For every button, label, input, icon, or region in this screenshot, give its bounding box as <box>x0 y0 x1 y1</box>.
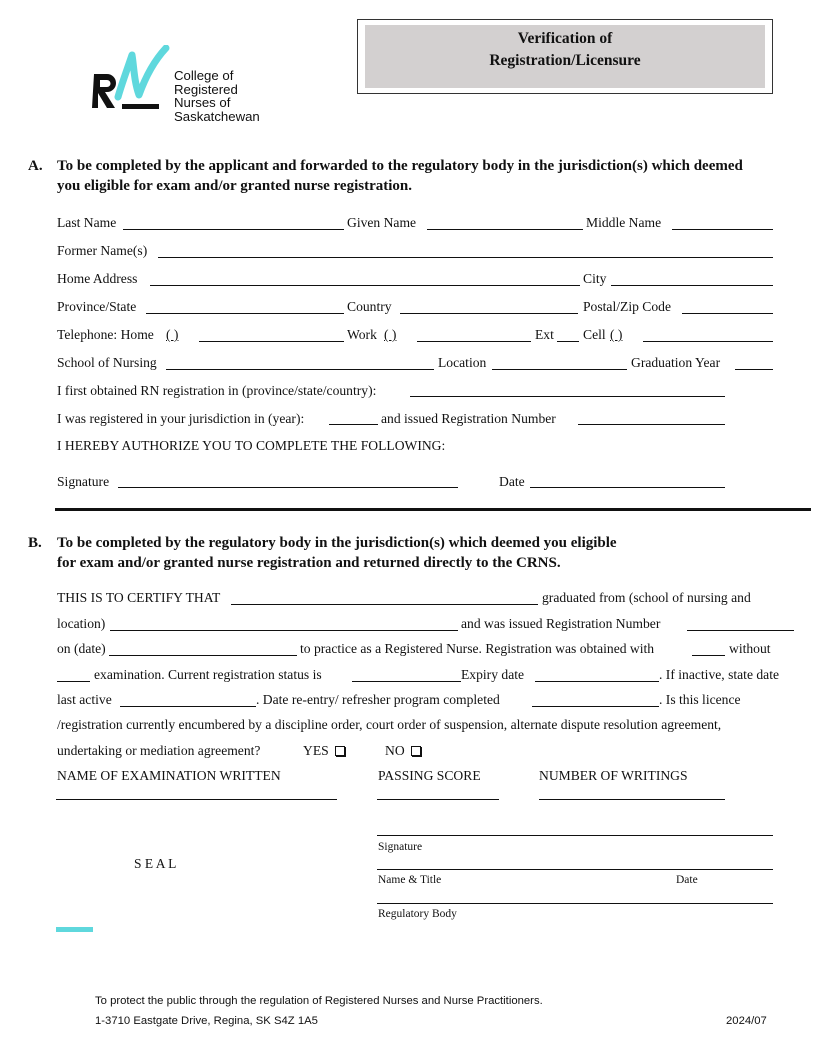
home-address-field[interactable] <box>150 285 580 286</box>
last-active-label: last active <box>57 692 112 707</box>
heading-line: To be completed by the regulatory body in the jurisdiction(s) which deemed you eligible <box>57 535 617 551</box>
authorize-statement: I HEREBY AUTHORIZE YOU TO COMPLETE THE FOLLOWING: <box>57 438 446 453</box>
without-exam-field[interactable] <box>57 681 90 682</box>
location-label-b: location) <box>57 616 106 631</box>
heading-line: To be completed by the applicant and forwarded to the regulatory body in the jurisdiction(s) which deemed <box>57 158 743 174</box>
section-divider <box>55 508 811 511</box>
country-field[interactable] <box>400 313 578 314</box>
registered-year-field[interactable] <box>329 424 378 425</box>
regulatory-body-label: Regulatory Body <box>378 908 457 920</box>
work-label: Work <box>347 327 377 342</box>
form-title <box>365 25 765 88</box>
postal-field[interactable] <box>682 313 773 314</box>
cell-phone-field[interactable] <box>643 341 773 342</box>
regulatory-body-field[interactable] <box>377 903 773 904</box>
name-title-label: Name & Title <box>378 874 442 886</box>
cell-area-code[interactable]: ( ) <box>610 327 623 342</box>
last-name-field[interactable] <box>123 229 344 230</box>
home-area-code[interactable]: ( ) <box>166 327 179 342</box>
reentry-label: . Date re-entry/ refresher program completed <box>256 692 500 707</box>
no-label: NO <box>385 743 405 758</box>
logo-line: College of <box>174 68 234 83</box>
applicant-date-label: Date <box>499 474 525 489</box>
expiry-date-field[interactable] <box>535 681 659 682</box>
accent-bar <box>56 927 93 932</box>
certify-label: THIS IS TO CERTIFY THAT <box>57 590 221 605</box>
reentry-date-field[interactable] <box>532 706 659 707</box>
last-name-label: Last Name <box>57 215 117 230</box>
undertaking-text: undertaking or mediation agreement? <box>57 743 261 758</box>
no-checkbox[interactable] <box>411 746 421 756</box>
graduated-from-label: graduated from (school of nursing and <box>542 590 751 605</box>
location-field[interactable] <box>492 369 627 370</box>
first-obtained-label: I first obtained RN registration in (province/state/country): <box>57 383 377 398</box>
registration-status-field[interactable] <box>352 681 461 682</box>
exam-name-field[interactable] <box>56 799 337 800</box>
number-of-writings-field[interactable] <box>539 799 725 800</box>
passing-score-header: PASSING SCORE <box>378 768 481 783</box>
on-date-label: on (date) <box>57 641 106 656</box>
no-option[interactable] <box>385 743 421 759</box>
heading-line: you eligible for exam and/or granted nurse registration. <box>57 178 412 194</box>
examination-label: examination. Current registration status is <box>94 667 322 682</box>
ext-field[interactable] <box>557 341 579 342</box>
telephone-home-field[interactable] <box>199 341 344 342</box>
to-practice-label: to practice as a Registered Nurse. Registration was obtained with <box>300 641 655 656</box>
with-exam-field[interactable] <box>692 655 725 656</box>
section-b-letter: B. <box>28 535 42 551</box>
applicant-signature-field[interactable] <box>118 487 458 488</box>
given-name-label: Given Name <box>347 215 417 230</box>
school-location-field[interactable] <box>110 630 458 631</box>
ext-label: Ext <box>535 327 554 342</box>
issued-reg-number-field[interactable] <box>687 630 794 631</box>
crns-logo <box>92 45 282 127</box>
city-field[interactable] <box>611 285 773 286</box>
logo-line: Saskatchewan <box>174 108 260 124</box>
logo-line: Registered <box>174 81 238 97</box>
school-label: School of Nursing <box>57 355 157 370</box>
footer-version: 2024/07 <box>726 1015 767 1027</box>
regulator-date-label: Date <box>676 874 698 886</box>
location-label: Location <box>438 355 487 370</box>
logo-text <box>174 69 260 123</box>
first-obtained-field[interactable] <box>410 396 725 397</box>
expiry-label: Expiry date <box>461 667 525 682</box>
former-names-label: Former Name(s) <box>57 243 148 258</box>
middle-name-field[interactable] <box>672 229 773 230</box>
registered-year-label: I was registered in your jurisdiction in (year): <box>57 411 305 426</box>
province-label: Province/State <box>57 299 137 314</box>
heading-line: for exam and/or granted nurse registration and returned directly to the CRNS. <box>57 555 561 571</box>
yes-label: YES <box>303 743 329 758</box>
work-area-code[interactable]: ( ) <box>384 327 397 342</box>
rn-logo-mark-icon <box>92 45 172 115</box>
title-line: Verification of <box>517 30 613 47</box>
city-label: City <box>583 271 607 286</box>
issued-reg-number-label: and issued Registration Number <box>381 411 556 426</box>
passing-score-field[interactable] <box>377 799 499 800</box>
province-field[interactable] <box>146 313 344 314</box>
footer-mission: To protect the public through the regulation of Registered Nurses and Nurse Practitioners. <box>95 995 543 1007</box>
title-line: Registration/Licensure <box>489 52 641 69</box>
applicant-signature-label: Signature <box>57 474 110 489</box>
name-title-field[interactable] <box>377 869 773 870</box>
work-phone-field[interactable] <box>417 341 531 342</box>
graduation-year-label: Graduation Year <box>631 355 721 370</box>
logo-line: Nurses of <box>174 95 231 110</box>
exam-name-header: NAME OF EXAMINATION WRITTEN <box>57 768 281 783</box>
certify-name-field[interactable] <box>231 604 538 605</box>
section-b-heading <box>57 533 617 573</box>
is-this-label: . Is this licence <box>659 692 741 707</box>
country-label: Country <box>347 299 392 314</box>
form-title-box <box>357 19 773 94</box>
without-label: without <box>729 641 771 656</box>
footer-address: 1-3710 Eastgate Drive, Regina, SK S4Z 1A5 <box>95 1015 318 1027</box>
if-inactive-label: . If inactive, state date <box>659 667 780 682</box>
cell-label: Cell <box>583 327 606 342</box>
yes-option[interactable] <box>303 743 345 759</box>
home-address-label: Home Address <box>57 271 138 286</box>
postal-label: Postal/Zip Code <box>583 299 671 314</box>
seal-label: S E A L <box>134 856 177 871</box>
regulator-signature-field[interactable] <box>377 835 773 836</box>
number-of-writings-header: NUMBER OF WRITINGS <box>539 768 688 783</box>
on-date-field[interactable] <box>109 655 297 656</box>
telephone-home-label: Telephone: Home <box>57 327 154 342</box>
yes-checkbox[interactable] <box>335 746 345 756</box>
given-name-field[interactable] <box>427 229 583 230</box>
section-a-letter: A. <box>28 158 43 174</box>
last-active-field[interactable] <box>120 706 256 707</box>
section-a-heading <box>57 156 743 196</box>
school-field[interactable] <box>166 369 434 370</box>
graduation-year-field[interactable] <box>735 369 773 370</box>
reg-number-field[interactable] <box>578 424 725 425</box>
middle-name-label: Middle Name <box>586 215 662 230</box>
applicant-date-field[interactable] <box>530 487 725 488</box>
former-names-field[interactable] <box>158 257 773 258</box>
was-issued-label: and was issued Registration Number <box>461 616 661 631</box>
regulator-signature-label: Signature <box>378 841 423 853</box>
encumbered-text: /registration currently encumbered by a discipline order, court order of suspension, alternate dispute resolution agreement, <box>57 717 722 732</box>
